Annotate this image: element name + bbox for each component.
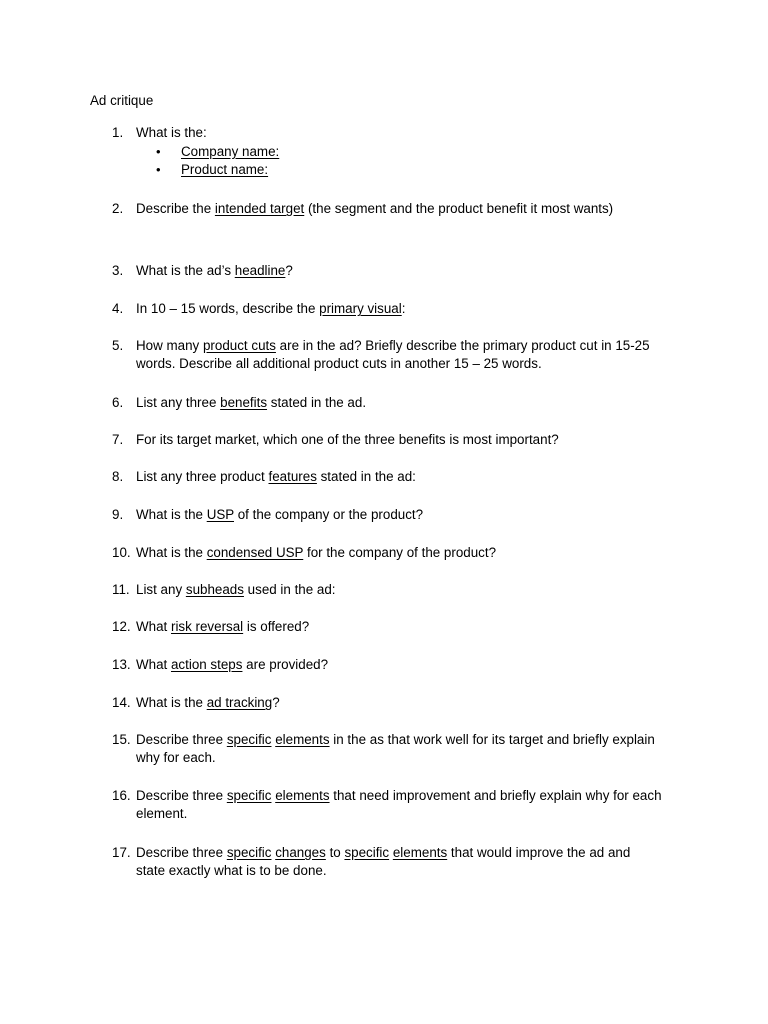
question-number: 16. bbox=[112, 788, 131, 803]
question-text bbox=[136, 262, 687, 280]
text-segment: that would improve the ad and bbox=[447, 845, 631, 860]
question-item bbox=[112, 337, 687, 373]
question-item bbox=[112, 262, 687, 280]
text-segment: Describe three bbox=[136, 788, 227, 803]
document-title: Ad critique bbox=[90, 93, 154, 108]
bullet-icon: • bbox=[156, 144, 161, 159]
text-segment: words. Describe all additional product cuts in another 15 – 25 words. bbox=[136, 356, 542, 371]
question-line bbox=[136, 300, 687, 318]
question-line bbox=[136, 124, 687, 142]
question-number: 7. bbox=[112, 432, 124, 447]
underlined-term: elements bbox=[392, 845, 448, 860]
underlined-term: subheads bbox=[185, 582, 244, 597]
text-segment: What is the bbox=[136, 507, 207, 522]
question-text bbox=[136, 731, 687, 767]
sub-item bbox=[156, 143, 279, 161]
text-segment: Describe the bbox=[136, 201, 215, 216]
question-line bbox=[136, 262, 687, 280]
question-line bbox=[136, 749, 687, 767]
question-number: 4. bbox=[112, 301, 124, 316]
question-text bbox=[136, 394, 687, 412]
underlined-term: specific bbox=[344, 845, 390, 860]
question-number: 8. bbox=[112, 469, 124, 484]
question-text bbox=[136, 656, 687, 674]
question-item bbox=[112, 787, 687, 823]
text-segment: What is the bbox=[136, 695, 207, 710]
text-segment: List any three bbox=[136, 395, 221, 410]
text-segment: : bbox=[401, 301, 406, 316]
underlined-term: features bbox=[268, 469, 317, 484]
text-segment: What is the bbox=[136, 545, 207, 560]
text-segment: of the company or the product? bbox=[234, 507, 424, 522]
text-segment: stated in the ad: bbox=[316, 469, 416, 484]
question-item bbox=[112, 544, 687, 562]
question-text bbox=[136, 844, 687, 880]
question-text bbox=[136, 618, 687, 636]
question-line bbox=[136, 581, 687, 599]
text-segment: element. bbox=[136, 806, 188, 821]
question-number: 5. bbox=[112, 338, 124, 353]
question-text bbox=[136, 544, 687, 562]
question-text bbox=[136, 787, 687, 823]
question-item bbox=[112, 124, 687, 142]
text-segment: in the as that work well for its target and briefly explain bbox=[329, 732, 655, 747]
underlined-term: headline bbox=[234, 263, 286, 278]
text-segment: For its target market, which one of the three benefits is most important? bbox=[136, 432, 559, 447]
question-number: 12. bbox=[112, 619, 131, 634]
question-number: 10. bbox=[112, 545, 131, 560]
text-segment: Describe three bbox=[136, 732, 227, 747]
question-number: 2. bbox=[112, 201, 124, 216]
underlined-term: product cuts bbox=[202, 338, 276, 353]
underlined-term: ad tracking bbox=[206, 695, 273, 710]
question-line bbox=[136, 731, 687, 749]
question-line bbox=[136, 656, 687, 674]
underlined-term: USP bbox=[206, 507, 234, 522]
question-text bbox=[136, 468, 687, 486]
question-item bbox=[112, 468, 687, 486]
question-text bbox=[136, 200, 687, 218]
text-segment: What bbox=[136, 619, 171, 634]
underlined-term: specific bbox=[226, 845, 272, 860]
text-segment: that need improvement and briefly explain why for each bbox=[329, 788, 662, 803]
question-item bbox=[112, 731, 687, 767]
question-number: 13. bbox=[112, 657, 131, 672]
text-segment: stated in the ad. bbox=[267, 395, 367, 410]
question-number: 11. bbox=[112, 582, 130, 597]
question-item bbox=[112, 506, 687, 524]
question-item bbox=[112, 394, 687, 412]
text-segment: What bbox=[136, 657, 171, 672]
question-line bbox=[136, 394, 687, 412]
sub-item-label: Product name: bbox=[181, 162, 269, 177]
text-segment: to bbox=[325, 845, 345, 860]
question-line bbox=[136, 506, 687, 524]
text-segment: Describe three bbox=[136, 845, 227, 860]
question-number: 6. bbox=[112, 395, 124, 410]
question-line bbox=[136, 787, 687, 805]
text-segment: How many bbox=[136, 338, 203, 353]
question-line bbox=[136, 862, 687, 880]
underlined-term: intended target bbox=[214, 201, 305, 216]
question-number: 15. bbox=[112, 732, 131, 747]
underlined-term: condensed USP bbox=[206, 545, 304, 560]
question-text bbox=[136, 337, 687, 373]
question-number: 17. bbox=[112, 845, 131, 860]
text-segment: In 10 – 15 words, describe the bbox=[136, 301, 320, 316]
question-line bbox=[136, 844, 687, 862]
underlined-term: primary visual bbox=[319, 301, 402, 316]
text-segment: why for each. bbox=[136, 750, 216, 765]
question-line bbox=[136, 618, 687, 636]
sub-item-label: Company name: bbox=[181, 144, 280, 159]
question-number: 14. bbox=[112, 695, 131, 710]
question-item bbox=[112, 694, 687, 712]
text-segment: ? bbox=[272, 695, 280, 710]
underlined-term: risk reversal bbox=[170, 619, 244, 634]
question-item bbox=[112, 200, 687, 218]
question-line bbox=[136, 337, 687, 355]
question-text bbox=[136, 506, 687, 524]
text-segment: ? bbox=[285, 263, 293, 278]
text-segment: What is the: bbox=[136, 125, 207, 140]
text-segment: for the company of the product? bbox=[303, 545, 497, 560]
question-line bbox=[136, 694, 687, 712]
question-text bbox=[136, 694, 687, 712]
question-item bbox=[112, 431, 687, 449]
text-segment: state exactly what is to be done. bbox=[136, 863, 327, 878]
question-number: 1. bbox=[112, 125, 124, 140]
question-line bbox=[136, 355, 687, 373]
question-number: 9. bbox=[112, 507, 124, 522]
question-line bbox=[136, 805, 687, 823]
sub-item bbox=[156, 161, 268, 179]
question-item bbox=[112, 618, 687, 636]
text-segment: List any three product bbox=[136, 469, 269, 484]
question-text bbox=[136, 431, 687, 449]
question-line bbox=[136, 200, 687, 218]
question-item bbox=[112, 300, 687, 318]
underlined-term: specific bbox=[226, 732, 272, 747]
text-segment: What is the ad’s bbox=[136, 263, 235, 278]
underlined-term: elements bbox=[275, 732, 330, 747]
text-segment: are in the ad? Briefly describe the primary product cut in 15-25 bbox=[275, 338, 650, 353]
underlined-term: benefits bbox=[220, 395, 268, 410]
text-segment: (the segment and the product benefit it most wants) bbox=[304, 201, 614, 216]
underlined-term: action steps bbox=[170, 657, 243, 672]
underlined-term: elements bbox=[275, 788, 330, 803]
question-line bbox=[136, 544, 687, 562]
underlined-term: changes bbox=[275, 845, 326, 860]
question-item bbox=[112, 656, 687, 674]
question-text bbox=[136, 581, 687, 599]
question-item bbox=[112, 844, 687, 880]
text-segment: are provided? bbox=[242, 657, 329, 672]
question-text bbox=[136, 124, 687, 142]
text-segment: used in the ad: bbox=[243, 582, 336, 597]
bullet-icon: • bbox=[156, 162, 161, 177]
question-number: 3. bbox=[112, 263, 124, 278]
question-line bbox=[136, 431, 687, 449]
underlined-term: specific bbox=[226, 788, 272, 803]
text-segment: is offered? bbox=[243, 619, 310, 634]
question-text bbox=[136, 300, 687, 318]
text-segment: List any bbox=[136, 582, 186, 597]
question-line bbox=[136, 468, 687, 486]
question-item bbox=[112, 581, 687, 599]
